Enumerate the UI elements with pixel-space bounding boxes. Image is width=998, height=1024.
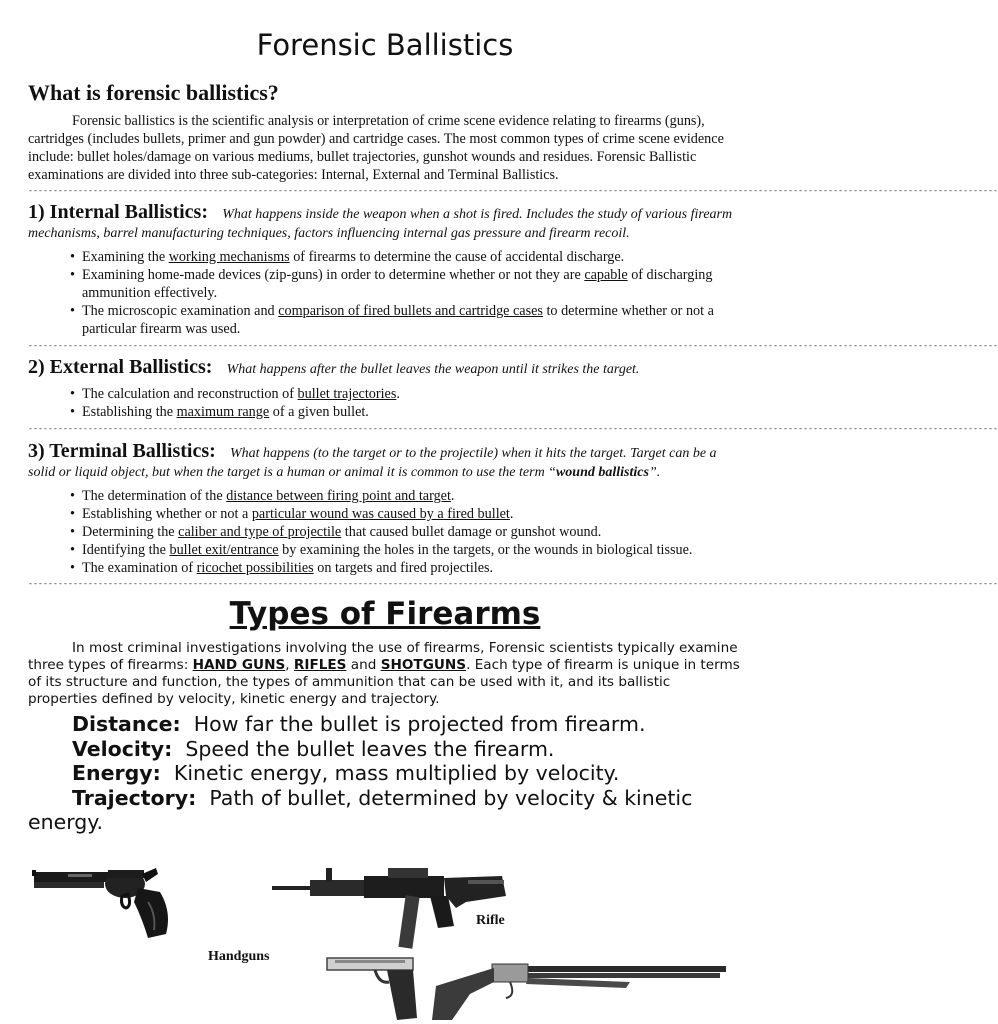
bullet-icon: • — [70, 249, 75, 265]
underlined-term: comparison of fired bullets and cartridge cases — [278, 303, 543, 319]
underlined-term: bullet trajectories — [297, 386, 397, 402]
keyword-hand-guns: HAND GUNS — [192, 657, 286, 673]
underlined-term: capable — [584, 267, 628, 283]
pistol-image — [325, 956, 425, 1022]
definition-distance: Distance: How far the bullet is projected from firearm. — [72, 712, 646, 736]
definition-velocity: Velocity: Speed the bullet leaves the firearm. — [72, 736, 555, 761]
wound-ballistics-term: wound ballistics — [555, 465, 649, 480]
internal-ballistics-description: What happens inside the weapon when a shot is fired. Includes the study of various firearm mechanisms, barrel manufacturing techniques, factors influencing internal gas pressure and firearm recoil. — [28, 207, 733, 241]
bullet-icon: • — [70, 303, 75, 319]
separator-line: -------------------------------------------------------------------------------------------------------------------------------------------------------------------------------------------------- — [28, 187, 998, 196]
list-item: • Establishing the maximum range of a given bullet. — [70, 404, 369, 420]
separator-line: -------------------------------------------------------------------------------------------------------------------------------------------------------------------------------------------------- — [28, 580, 998, 589]
page-title: Forensic Ballistics — [256, 28, 514, 62]
bullet-icon: • — [70, 267, 75, 283]
list-item: • Examining the working mechanisms of firearms to determine the cause of accidental discharge. — [70, 249, 625, 265]
list-item: • The determination of the distance between firing point and target. — [70, 488, 455, 504]
list-item: • Identifying the bullet exit/entrance by examining the holes in the targets, or the wounds in biological tissue. — [70, 542, 693, 558]
list-item: • The calculation and reconstruction of bullet trajectories. — [70, 386, 400, 402]
list-item: • Determining the caliber and type of projectile that caused bullet damage or gunshot wound. — [70, 524, 602, 540]
terminal-ballistics-description: What happens (to the target or to the projectile) when it hits the target. Target can be a solid or liquid object, but when the target is a human or animal it is common to use the term “wound ballistics”. — [28, 446, 717, 480]
bullet-icon: • — [70, 542, 75, 558]
internal-ballistics-intro — [28, 203, 743, 243]
underlined-term: ricochet possibilities — [196, 560, 314, 576]
bullet-icon: • — [70, 524, 75, 540]
keyword-shotguns: SHOTGUNS — [380, 657, 467, 673]
terminal-ballistics-intro — [28, 442, 743, 482]
underlined-term: distance between firing point and target — [226, 488, 451, 504]
underlined-term: bullet exit/entrance — [169, 542, 279, 558]
external-ballistics-description: What happens after the bullet leaves the weapon until it strikes the target. — [226, 362, 640, 377]
separator-line: -------------------------------------------------------------------------------------------------------------------------------------------------------------------------------------------------- — [28, 342, 998, 351]
internal-bullet-list — [70, 248, 742, 338]
revolver-image — [30, 862, 180, 942]
handguns-caption: Handguns — [208, 949, 270, 964]
bullet-icon: • — [70, 506, 75, 522]
external-ballistics-intro — [28, 358, 743, 379]
underlined-term: working mechanisms — [168, 249, 290, 265]
bullet-icon: • — [70, 404, 75, 420]
types-paragraph: In most criminal investigations involving the use of firearms, Forensic scientists typically examine three types of firearms: HAND GUNS, RIFLES and SHOTGUNS. Each type of firearm is unique in terms of its structure and function, the types of ammunition that can be used with it, and its ballistic properties defined by velocity, kinetic energy and trajectory. — [28, 640, 740, 707]
definition-trajectory: Trajectory: Path of bullet, determined by velocity & kinetic energy. — [28, 785, 699, 834]
definition-energy: Energy: Kinetic energy, mass multiplied by velocity. — [72, 761, 620, 785]
list-item: • Establishing whether or not a particular wound was caused by a fired bullet. — [70, 506, 514, 522]
list-item: • The examination of ricochet possibilities on targets and fired projectiles. — [70, 560, 494, 576]
bullet-icon: • — [70, 386, 75, 402]
intro-paragraph: Forensic ballistics is the scientific analysis or interpretation of crime scene evidence relating to firearms (guns), cartridges (includes bullets, primer and gun powder) and cartridge cases. The most common types of crime scene evidence include: bullet holes/damage on various mediums, bullet trajectories, gunshot wounds and residues. Forensic Ballistic examinations are divided into three sub-categories: Internal, External and Terminal Ballistics. — [28, 113, 724, 183]
section-heading-what-is: What is forensic ballistics? — [28, 80, 279, 105]
list-item: • Examining home-made devices (zip-guns) in order to determine whether or not they are capable of discharging ammunition effectively. — [70, 267, 713, 301]
underlined-term: maximum range — [176, 404, 270, 420]
bullet-icon: • — [70, 560, 75, 576]
shotgun-image — [430, 960, 730, 1022]
external-bullet-list — [70, 385, 742, 421]
internal-ballistics-heading: 1) Internal Ballistics: — [28, 201, 208, 223]
list-item: • The microscopic examination and comparison of fired bullets and cartridge cases to determine whether or not a particular firearm was used. — [70, 303, 714, 337]
rifle-caption: Rifle — [476, 913, 505, 928]
underlined-term: caliber and type of projectile — [178, 524, 342, 540]
ballistic-property-definitions — [28, 712, 743, 835]
terminal-bullet-list — [70, 487, 742, 577]
terminal-ballistics-heading: 3) Terminal Ballistics: — [28, 440, 216, 462]
rifle-image — [270, 862, 510, 954]
external-ballistics-heading: 2) External Ballistics: — [28, 356, 213, 378]
underlined-term: particular wound was caused by a fired bullet — [251, 506, 510, 522]
bullet-icon: • — [70, 488, 75, 504]
keyword-rifles: RIFLES — [293, 657, 347, 673]
separator-line: -------------------------------------------------------------------------------------------------------------------------------------------------------------------------------------------------- — [28, 425, 998, 434]
types-of-firearms-heading: Types of Firearms — [229, 596, 541, 632]
